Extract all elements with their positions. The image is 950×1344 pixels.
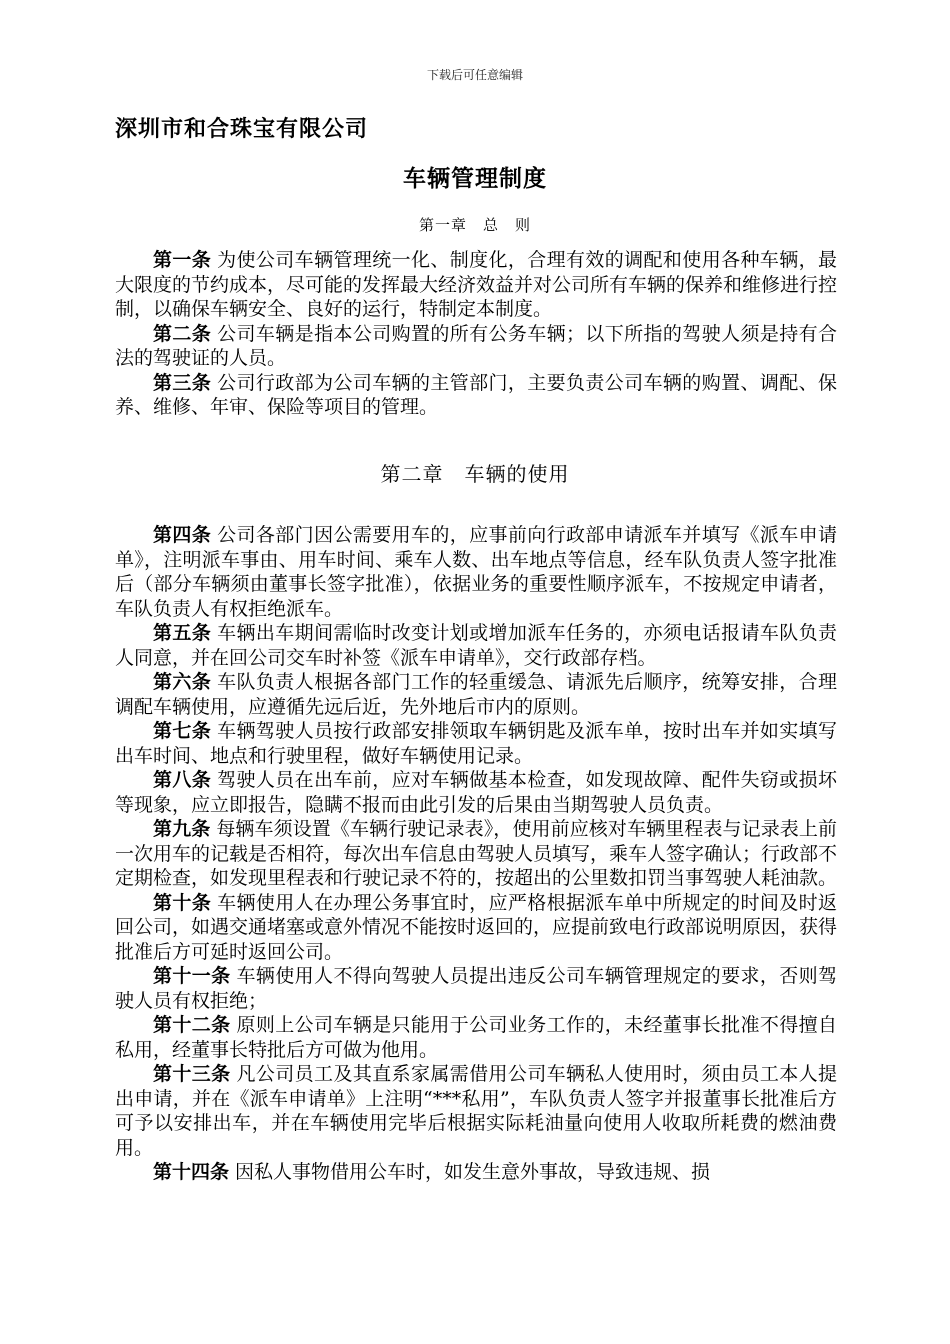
article-11 — [115, 964, 837, 1013]
article-9 — [115, 817, 837, 891]
article-text: 为使公司车辆管理统一化、制度化，合理有效的调配和使用各种车辆，最大限度的节约成本，尽可能的发挥最大经济效益并对公司所有车辆的保养和维修进行控制，以确保车辆安全、良好的运行，特制定本制度。 — [115, 249, 838, 320]
article-label: 第十条 — [153, 891, 212, 914]
chapter-2-body — [115, 523, 837, 1185]
article-14 — [115, 1160, 837, 1185]
article-8 — [115, 768, 837, 817]
chapter-2-heading: 第二章 车辆的使用 — [380, 462, 570, 486]
chapter-1-body — [115, 248, 837, 420]
article-label: 第十一条 — [153, 965, 231, 987]
article-text: 公司各部门因公需要用车的，应事前向行政部申请派车并填写《派车申请单》，注明派车事由、用车时间、乘车人数、出车地点等信息，经车队负责人签字批准后（部分车辆须由董事长签字批准），依据业务的重要性顺序派车，不按规定申请者，车队负责人有权拒绝派车。 — [115, 524, 837, 620]
article-text: 驾驶人员在出车前，应对车辆做基本检查，如发现故障、配件失窃或损坏等现象，应立即报告，隐瞒不报而由此引发的后果由当期驾驶人员负责。 — [115, 769, 837, 816]
article-12 — [115, 1013, 837, 1062]
article-6 — [115, 670, 837, 719]
article-2 — [115, 322, 837, 371]
article-text: 车队负责人根据各部门工作的轻重缓急、请派先后顺序，统筹安排，合理调配车辆使用，应遵循先远后近，先外地后市内的原则。 — [115, 671, 837, 718]
article-text: 车辆驾驶人员按行政部安排领取车辆钥匙及派车单，按时出车并如实填写出车时间、地点和行驶里程，做好车辆使用记录。 — [115, 720, 837, 767]
article-text: 车辆出车期间需临时改变计划或增加派车任务的，亦须电话报请车队负责人同意，并在回公司交车时补签《派车申请单》，交行政部存档。 — [115, 622, 837, 669]
article-3 — [115, 371, 837, 420]
article-10 — [115, 891, 837, 965]
article-label: 第七条 — [153, 720, 212, 742]
article-4 — [115, 523, 837, 621]
article-text: 公司车辆是指本公司购置的所有公务车辆；以下所指的驾驶人须是持有合法的驾驶证的人员。 — [115, 322, 837, 369]
company-name: 深圳市和合珠宝有限公司 — [115, 117, 369, 142]
article-label: 第三条 — [153, 371, 212, 394]
article-text: 原则上公司车辆是只能用于公司业务工作的，未经董事长批准不得擅自私用，经董事长特批后方可做为他用。 — [115, 1014, 837, 1061]
article-7 — [115, 719, 837, 768]
article-label: 第五条 — [153, 622, 212, 644]
article-text: 因私人事物借用公车时，如发生意外事故，导致违规、损 — [235, 1161, 711, 1183]
article-label: 第八条 — [153, 769, 212, 791]
article-text: 车辆使用人不得向驾驶人员提出违反公司车辆管理规定的要求，否则驾驶人员有权拒绝； — [115, 965, 837, 1012]
article-label: 第九条 — [153, 818, 211, 840]
article-1 — [115, 248, 837, 322]
article-label: 第十三条 — [153, 1063, 231, 1085]
article-text: 车辆使用人在办理公务事宜时，应严格根据派车单中所规定的时间及时返回公司，如遇交通堵塞或意外情况不能按时返回的，应提前致电行政部说明原因，获得批准后方可延时返回公司。 — [115, 891, 838, 963]
article-label: 第十二条 — [153, 1014, 231, 1036]
article-13 — [115, 1062, 837, 1160]
article-label: 第六条 — [153, 671, 212, 693]
article-5 — [115, 621, 837, 670]
article-text: 凡公司员工及其直系家属需借用公司车辆私人使用时，须由员工本人提出申请，并在《派车申请单》上注明“***私用”，车队负责人签字并报董事长批准后方可予以安排出车，并在车辆使用完毕后根据实际耗油量向使用人收取所耗费的燃油费用。 — [115, 1063, 837, 1159]
document-title: 车辆管理制度 — [403, 166, 547, 192]
article-label: 第二条 — [153, 322, 212, 345]
article-label: 第四条 — [153, 524, 212, 546]
chapter-1-heading: 第一章 总 则 — [418, 216, 531, 234]
article-label: 第十四条 — [153, 1161, 230, 1183]
article-label: 第一条 — [153, 249, 212, 271]
header-note: 下载后可任意编辑 — [426, 68, 523, 82]
article-text: 公司行政部为公司车辆的主管部门，主要负责公司车辆的购置、调配、保养、维修、年审、保险等项目的管理。 — [115, 371, 837, 418]
article-text: 每辆车须设置《车辆行驶记录表》，使用前应核对车辆里程表与记录表上前一次用车的记载是否相符，每次出车信息由驾驶人员填写，乘车人签字确认；行政部不定期检查，如发现里程表和行驶记录不符的，按超出的公里数扣罚当事驾驶人耗油款。 — [115, 818, 838, 889]
